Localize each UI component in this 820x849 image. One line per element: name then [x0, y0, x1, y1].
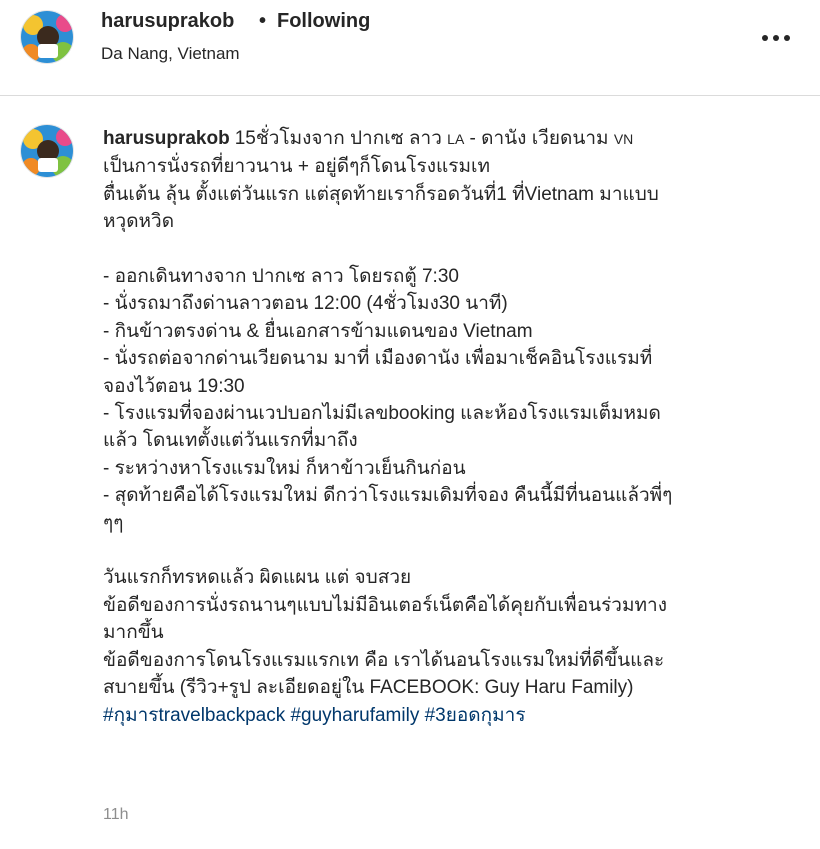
caption-first-line [103, 125, 783, 153]
post-timestamp[interactable]: 11h [103, 806, 129, 823]
avatar-image [21, 11, 74, 64]
caption-line: เป็นการนั่งรถที่ยาวนาน + อยู่ดีๆก็โดนโรงแรมเท [103, 156, 490, 178]
caption-line: แล้ว โดนเทตั้งแต่วันแรกที่มาถึง [103, 430, 358, 452]
caption-line: - นั่งรถมาถึงด่านลาวตอน 12:00 (4ชั่วโมง30 นาที) [103, 293, 508, 315]
caption-line: - ระหว่างหาโรงแรมใหม่ ก็หาข้าวเย็นกินก่อน [103, 457, 466, 479]
caption-line: ข้อดีของการโดนโรงแรมแรกเท คือ เราได้นอนโรงแรมใหม่ที่ดีขึ้นและ [103, 649, 665, 671]
caption-text [103, 125, 783, 729]
caption-line: - กินข้าวตรงด่าน & ยื่นเอกสารข้ามแดนของ Vietnam [103, 320, 533, 342]
caption-avatar[interactable] [20, 124, 74, 178]
avatar[interactable] [20, 10, 74, 64]
caption-line: - โรงแรมที่จองผ่านเวปบอกไม่มีเลขbooking และห้องโรงแรมเต็มหมด [103, 403, 661, 425]
caption-line: มากขึ้น [103, 622, 164, 644]
hashtag-line [103, 702, 783, 729]
caption-line: - สุดท้ายคือได้โรงแรมใหม่ ดีกว่าโรงแรมเดิมที่จอง คืนนี้มีที่นอนแล้วพี่ๆ [103, 485, 673, 507]
following-button[interactable]: Following [277, 10, 371, 32]
caption-line [103, 537, 783, 564]
caption-username[interactable]: harusuprakob [103, 128, 230, 149]
post-header [0, 0, 820, 96]
caption-line: - ออกเดินทางจาก ปากเซ ลาว โดยรถตู้ 7:30 [103, 266, 459, 288]
hashtag-link[interactable]: #กุมารtravelbackpack [103, 704, 286, 726]
flag-vn: VN [613, 131, 634, 147]
caption-line: สบายขึ้น (รีวิว+รูป ละเอียดอยู่ใน FACEBOOK: Guy Haru Family) [103, 677, 634, 699]
caption-line: ๆๆ [103, 512, 124, 534]
post-location[interactable]: Da Nang, Vietnam [101, 44, 240, 63]
caption-line: จองไว้ตอน 19:30 [103, 375, 245, 397]
caption-line [103, 236, 783, 263]
caption-line: - นั่งรถต่อจากด่านเวียดนาม มาที่ เมืองดานัง เพื่อมาเช็คอินโรงแรมที่ [103, 348, 653, 370]
hashtag-link[interactable]: #3ยอดกุมาร [424, 704, 526, 726]
separator-dot: • [259, 10, 267, 32]
caption-line: วันแรกก็ทรหดแล้ว ผิดแผน แต่ จบสวย [103, 567, 412, 589]
post-author-username[interactable]: harusuprakob [101, 10, 235, 32]
avatar-image [21, 125, 74, 178]
caption-line: ตื่นเต้น ลุ้น ตั้งแต่วันแรก แต่สุดท้ายเราก็รอดวันที่1 ที่Vietnam มาแบบ [103, 183, 659, 205]
caption-line: หวุดหวิด [103, 211, 175, 233]
caption-line: ข้อดีของการนั่งรถนานๆแบบไม่มีอินเตอร์เน็ตคือได้คุยกับเพื่อนร่วมทาง [103, 594, 667, 616]
caption-title-pre: 15ชั่วโมงจาก ปากเซ ลาว [234, 128, 448, 149]
caption-title-mid: - ดานัง เวียดนาม [464, 128, 614, 149]
more-options-icon[interactable] [758, 28, 794, 48]
flag-la: LA [447, 131, 465, 147]
hashtag-link[interactable]: #guyharufamily [290, 704, 420, 726]
